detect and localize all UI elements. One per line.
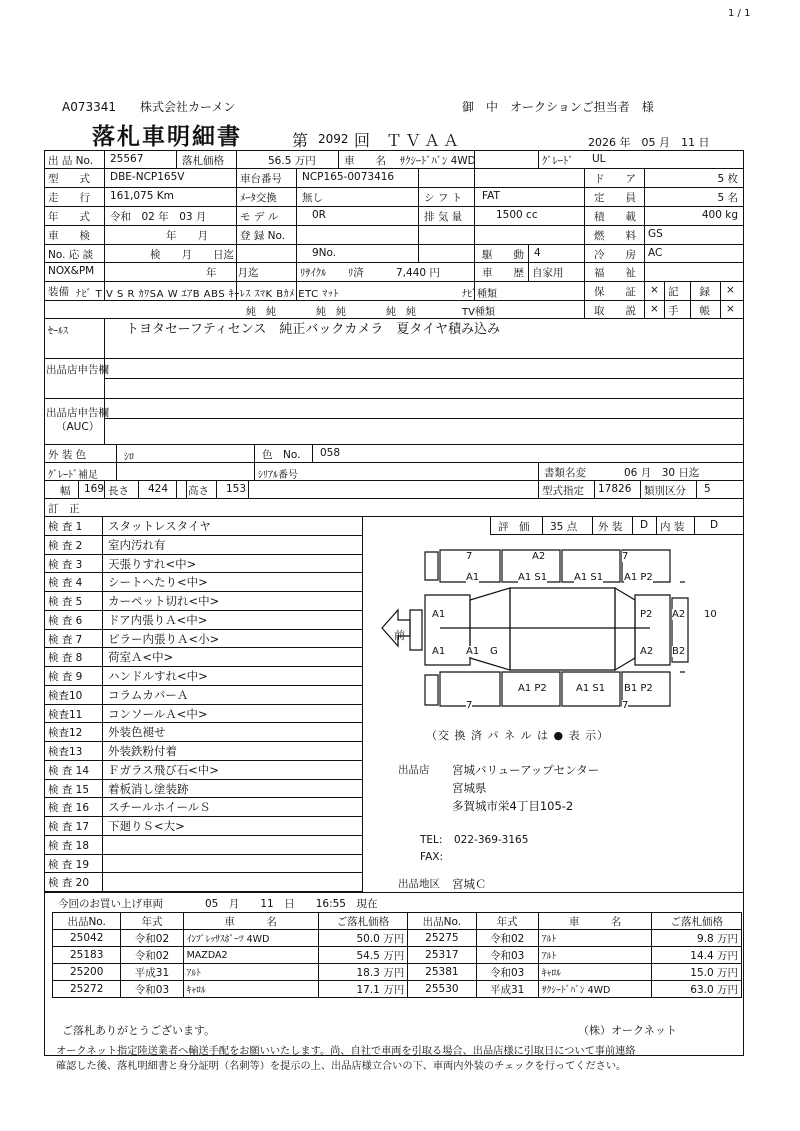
inspection-label: 検 査 6 bbox=[48, 614, 83, 627]
history: 自家用 bbox=[532, 267, 564, 279]
load-label: 積 載 bbox=[594, 211, 636, 223]
inspection-label: 車 検 bbox=[48, 230, 90, 242]
modelyear: 0R bbox=[312, 209, 326, 221]
model-code: DBE-NCP165V bbox=[110, 171, 185, 183]
nox-label: NOX&PM bbox=[48, 265, 95, 277]
history-label: 車 歴 bbox=[482, 267, 524, 279]
purchase-row bbox=[53, 981, 742, 998]
lot-no: 25567 bbox=[110, 153, 144, 165]
diagram-mark: 7 bbox=[622, 551, 629, 562]
inspection-text: ピラー内張りＡ<小> bbox=[108, 631, 220, 646]
purchase-cell: 令和02 bbox=[476, 930, 538, 947]
inspection-row-divider bbox=[44, 760, 362, 761]
purchase-cell: 63.0 万円 bbox=[652, 981, 742, 998]
purchase-cell: 25272 bbox=[53, 981, 121, 998]
type-spec: 17826 bbox=[598, 483, 632, 495]
purchase-cell: 25530 bbox=[408, 981, 476, 998]
session-suffix: 回 bbox=[354, 131, 371, 150]
year-label: 年 式 bbox=[48, 211, 90, 223]
purchase-cell: 令和02 bbox=[121, 930, 183, 947]
purchase-cell: ｻｸｼｰﾄﾞﾊﾞﾝ 4WD bbox=[538, 981, 652, 998]
session-prefix: 第 bbox=[292, 131, 309, 150]
front-label: 前 bbox=[394, 629, 405, 642]
color-no-label: 色 No. bbox=[262, 449, 301, 461]
manual: × bbox=[650, 303, 659, 315]
inspection-label: 検 査 17 bbox=[48, 821, 90, 833]
purchase-header: 車 名 bbox=[183, 913, 318, 930]
diagram-mark: 10 bbox=[704, 609, 717, 620]
recycle-label: ﾘｻｲｸﾙ bbox=[300, 267, 327, 279]
inspection-text: コラムカバーＡ bbox=[108, 687, 189, 702]
session-number: 2092 bbox=[318, 132, 349, 146]
inspection-label: 検 査 1 bbox=[48, 521, 83, 533]
diagram-mark: A1 S1 bbox=[518, 572, 548, 583]
junsei-row: 純 純 純 純 純 純 bbox=[246, 307, 416, 318]
inspection-text: 天張りすれ<中> bbox=[108, 556, 197, 571]
interior-grade: D bbox=[710, 519, 719, 531]
name-label: 車 名 bbox=[344, 155, 386, 167]
report-auc-label: 出品店申告欄 bbox=[46, 407, 109, 419]
score-label: 評 価 bbox=[498, 521, 530, 533]
inspection-text: コンソールＡ<中> bbox=[108, 706, 208, 721]
diagram-mark: A1 bbox=[432, 609, 446, 620]
car-name: ｻｸｼｰﾄﾞﾊﾞﾝ 4WD bbox=[400, 155, 476, 167]
purchase-cell: ｲﾝﾌﾟﾚｯｻｽﾎﾟｰﾂ 4WD bbox=[183, 930, 318, 947]
seller-shop-label: 出品店 bbox=[398, 764, 430, 776]
modelyear-label: モ デ ル bbox=[240, 211, 279, 223]
report-auc-sub: （AUC） bbox=[56, 421, 100, 433]
diagram-mark: B2 bbox=[672, 646, 686, 657]
year: 令和 02 年 03 月 bbox=[110, 211, 207, 223]
purchase-cell: ｱﾙﾄ bbox=[538, 930, 652, 947]
inspection-label: 検 査 3 bbox=[48, 558, 83, 571]
purchase-cell: 25183 bbox=[53, 947, 121, 964]
correction-label: 訂 正 bbox=[48, 503, 80, 515]
purchase-cell: 令和02 bbox=[121, 947, 183, 964]
seller-area: 宮城Ｃ bbox=[452, 877, 487, 891]
inspection-row-divider bbox=[44, 535, 362, 536]
inspection-row-divider bbox=[44, 629, 362, 630]
inspection-row-divider bbox=[44, 835, 362, 836]
type-spec-label: 型式指定 bbox=[542, 485, 584, 497]
exterior-color: ｼﾛ bbox=[124, 452, 134, 463]
purchase-row bbox=[53, 964, 742, 981]
purchase-header: ご落札価格 bbox=[318, 913, 408, 930]
bid-label: 落札価格 bbox=[182, 155, 224, 167]
inspection-row-divider bbox=[44, 854, 362, 855]
mileage-label: 走 行 bbox=[48, 192, 90, 204]
inspection-row-divider bbox=[44, 685, 362, 686]
load: 400 kg bbox=[701, 209, 738, 221]
inspection-label: 検 査 14 bbox=[48, 764, 90, 777]
class: 5 bbox=[704, 483, 711, 495]
footer-note-2: 確認した後、落札明細書と身分証明（名刺等）を提示の上、出品店様立合いの下、車両内外装のチェックを行ってください。 bbox=[56, 1061, 627, 1072]
inspection-deadline: 検 月 日迄 bbox=[150, 249, 234, 261]
diagram-mark: A1 bbox=[466, 646, 480, 657]
equip-label: 装備 bbox=[48, 286, 69, 298]
inspection-label: 検査12 bbox=[48, 727, 83, 740]
inspection-row-divider bbox=[44, 572, 362, 573]
drive-label: 駆 動 bbox=[482, 249, 524, 261]
inspection-text: スチールホイールＳ bbox=[108, 800, 211, 815]
diagram-mark: A1 bbox=[432, 646, 446, 657]
diagram-mark: B1 P2 bbox=[624, 683, 653, 694]
shift: FAT bbox=[482, 190, 500, 202]
purchase-cell: 54.5 万円 bbox=[318, 947, 408, 964]
sales-text: トヨタセーフティセンス 純正バックカメラ 夏タイヤ積み込み bbox=[126, 322, 501, 337]
purchase-cell: MAZDA2 bbox=[183, 947, 318, 964]
inspection-label: 検査11 bbox=[48, 708, 83, 721]
diagram-mark: A1 P2 bbox=[518, 683, 547, 694]
diagram-mark: A2 bbox=[532, 551, 546, 562]
height-label: 高さ bbox=[188, 485, 209, 497]
exterior-color-label: 外 装 色 bbox=[48, 449, 87, 461]
inspection-row-divider bbox=[44, 779, 362, 780]
purchase-cell: 50.0 万円 bbox=[318, 930, 408, 947]
nox-deadline: 年 月迄 bbox=[206, 267, 259, 279]
seller-tel: 022-369-3165 bbox=[454, 834, 529, 846]
company-id: A073341 株式会社カーメン bbox=[62, 100, 236, 114]
doc-change-label: 書類名変 bbox=[544, 467, 586, 479]
record: × bbox=[726, 284, 735, 296]
chassis-label: 車台番号 bbox=[240, 173, 282, 185]
purchase-cell: 平成31 bbox=[121, 964, 183, 981]
purchase-cell: 9.8 万円 bbox=[652, 930, 742, 947]
diagram-mark: 7 bbox=[622, 700, 629, 711]
shift-label: シ フ ト bbox=[424, 192, 463, 204]
purchase-cell: 平成31 bbox=[476, 981, 538, 998]
purchase-cell: 25200 bbox=[53, 964, 121, 981]
issue-date: 2026 年 05 月 11 日 bbox=[588, 136, 710, 149]
height: 153 bbox=[226, 483, 247, 495]
inspection-text: ドア内張りＡ<中> bbox=[108, 612, 208, 627]
inspection-label: 検 査 16 bbox=[48, 802, 90, 815]
inspection-text: ハンドルすれ<中> bbox=[108, 669, 208, 683]
inspection-label: 検 査 5 bbox=[48, 596, 83, 608]
fuel-label: 燃 料 bbox=[594, 230, 636, 242]
diagram-mark: P2 bbox=[640, 609, 653, 620]
inspection-label: 検 査 2 bbox=[48, 539, 83, 552]
inspection-expiry: 年 月 bbox=[166, 230, 208, 242]
purchase-cell: ｱﾙﾄ bbox=[538, 947, 652, 964]
purchase-header: 年式 bbox=[476, 913, 538, 930]
purchase-cell: 17.1 万円 bbox=[318, 981, 408, 998]
purchase-cell: ｱﾙﾄ bbox=[183, 964, 318, 981]
recycle-status: ﾘ済 bbox=[348, 267, 364, 279]
inspection-label: 検 査 4 bbox=[48, 577, 83, 590]
welfare-label: 福 祉 bbox=[594, 267, 636, 279]
displacement-label: 排 気 量 bbox=[424, 211, 463, 223]
purchase-cell: 25275 bbox=[408, 930, 476, 947]
book: × bbox=[726, 303, 735, 315]
purchase-header: 年式 bbox=[121, 913, 183, 930]
purchase-cell: 18.3 万円 bbox=[318, 964, 408, 981]
response-9no: 9No. bbox=[312, 247, 337, 259]
inspection-text: カーペット切れ<中> bbox=[108, 594, 220, 608]
footer-note-1: オークネット指定陸送業者へ輸送手配をお願いいたします。尚、自社で車両を引取る場合、出品店様に引取日について事前連絡 bbox=[56, 1046, 636, 1057]
diagram-mark: 7 bbox=[466, 700, 473, 711]
inspection-row-divider bbox=[44, 797, 362, 798]
manual-label: 取 説 bbox=[594, 305, 636, 317]
inspection-row-divider bbox=[44, 816, 362, 817]
inspection-row-divider bbox=[44, 554, 362, 555]
model-label: 型 式 bbox=[48, 173, 90, 185]
purchase-header: ご落札価格 bbox=[652, 913, 742, 930]
purchase-cell: 25381 bbox=[408, 964, 476, 981]
report-label: 出品店申告欄 bbox=[46, 364, 109, 376]
inspection-text: 室内汚れ有 bbox=[108, 537, 166, 552]
book-label: 手 帳 bbox=[668, 305, 710, 317]
class-label: 類別区分 bbox=[644, 485, 686, 497]
purchase-cell: ｷｬﾛﾙ bbox=[538, 964, 652, 981]
purchase-cell: 令和03 bbox=[476, 964, 538, 981]
doc-change: 06 月 30 日迄 bbox=[624, 467, 700, 479]
inspection-label: 検査10 bbox=[48, 689, 83, 702]
length: 424 bbox=[148, 483, 169, 495]
exterior-grade-label: 外 装 bbox=[598, 521, 623, 533]
door-label: ド ア bbox=[594, 173, 636, 185]
fuel: GS bbox=[648, 228, 663, 240]
purchase-header: 出品No. bbox=[53, 913, 121, 930]
inspection-text: 下廻りＳ<大> bbox=[108, 819, 185, 833]
purchase-cell: 25042 bbox=[53, 930, 121, 947]
inspection-row-divider bbox=[44, 741, 362, 742]
inspection-label: 検 査 8 bbox=[48, 652, 83, 665]
door-count: 5 枚 bbox=[717, 173, 738, 185]
capacity-label: 定 員 bbox=[594, 192, 636, 204]
diagram-mark: A2 bbox=[672, 609, 686, 620]
purchase-cell: 14.4 万円 bbox=[652, 947, 742, 964]
diagram-mark: 7 bbox=[466, 551, 473, 562]
purchase-cell: 25317 bbox=[408, 947, 476, 964]
inspection-row-divider bbox=[44, 704, 362, 705]
inspection-row-divider bbox=[44, 610, 362, 611]
record-label: 記 録 bbox=[668, 286, 710, 298]
diagram-legend: （交 換 済 パ ネ ル は ● 表 示） bbox=[426, 729, 610, 742]
diagram-mark: A1 bbox=[466, 572, 480, 583]
seller-tel-label: TEL: bbox=[420, 834, 443, 846]
purchase-row bbox=[53, 947, 742, 964]
inspection-row-divider bbox=[44, 591, 362, 592]
interior-grade-label: 内 装 bbox=[660, 521, 685, 533]
diagram-mark: A1 S1 bbox=[576, 683, 606, 694]
inspection-row-divider bbox=[44, 722, 362, 723]
purchase-cell: 15.0 万円 bbox=[652, 964, 742, 981]
inspection-label: 検 査 19 bbox=[48, 858, 90, 871]
diagram-mark: A1 S1 bbox=[574, 572, 604, 583]
drive: 4 bbox=[534, 247, 541, 259]
purchase-header: 車 名 bbox=[538, 913, 652, 930]
inspection-row-divider bbox=[44, 647, 362, 648]
seller-shop: 宮城バリューアップセンター bbox=[452, 763, 600, 777]
inspection-label: 検 査 7 bbox=[48, 633, 83, 646]
auction-company: （株）オークネット bbox=[578, 1024, 677, 1037]
inspection-text: Ｆガラス飛び石<中> bbox=[108, 762, 219, 777]
diagram-mark: A2 bbox=[640, 646, 654, 657]
inspection-text: 外装鉄粉付着 bbox=[108, 744, 177, 758]
score: 35 点 bbox=[550, 521, 578, 533]
diagram-mark: G bbox=[490, 646, 498, 657]
equip-items: ﾅﾋﾞ T V S R ｶﾜSA W ｴｱB ABS ｷｰﾚｽ ｽﾏK Bｶﾒ ETC ﾏｯﾄ bbox=[76, 289, 339, 300]
recycle-fee: 7,440 円 bbox=[396, 267, 440, 279]
meter-label: ﾒｰﾀ交換 bbox=[240, 192, 277, 204]
mileage: 161,075 Km bbox=[110, 190, 174, 202]
tv-type-label: TV種類 bbox=[462, 307, 495, 318]
serial-label: ｼﾘｱﾙ番号 bbox=[258, 470, 298, 481]
chassis-number: NCP165-0073416 bbox=[302, 171, 395, 183]
page-title: 落札車明細書 bbox=[92, 124, 242, 150]
color-no: 058 bbox=[320, 447, 341, 459]
seller-fax-label: FAX: bbox=[420, 851, 443, 863]
warranty-label: 保 証 bbox=[594, 286, 636, 298]
seller-address: 多賀城市栄4丁目105-2 bbox=[452, 799, 574, 813]
registration-label: 登 録 No. bbox=[240, 230, 286, 242]
width-label: 幅 bbox=[60, 485, 71, 497]
recipient: 御 中 オークションご担当者 様 bbox=[462, 100, 654, 114]
page-number: 1 / 1 bbox=[728, 8, 751, 19]
purchase-header: 出品No. bbox=[408, 913, 476, 930]
sales-label: ｾｰﾙｽ bbox=[48, 326, 68, 337]
purchase-cell: ｷｬﾛﾙ bbox=[183, 981, 318, 998]
inspection-row-divider bbox=[44, 872, 362, 873]
ac: AC bbox=[648, 247, 663, 259]
venue: ＴＶＡＡ bbox=[386, 131, 463, 150]
lot-no-label: 出 品 No. bbox=[48, 155, 94, 167]
inspection-text: スタットレスタイヤ bbox=[108, 519, 211, 533]
warranty: × bbox=[650, 284, 659, 296]
inspection-text: シートへたり<中> bbox=[108, 575, 208, 590]
inspection-text: 外装色褪せ bbox=[108, 725, 166, 740]
seller-pref: 宮城県 bbox=[452, 781, 487, 795]
diagram-mark: A1 P2 bbox=[624, 572, 653, 583]
grade-sup-label: ｸﾞﾚｰﾄﾞ補足 bbox=[48, 470, 98, 481]
grade-label: ｸﾞﾚｰﾄﾞ bbox=[542, 155, 574, 167]
inspection-label: 検 査 15 bbox=[48, 783, 90, 796]
car-damage-diagram bbox=[380, 540, 720, 720]
bid-price: 56.5 万円 bbox=[268, 155, 316, 167]
purchase-cell: 令和03 bbox=[121, 981, 183, 998]
inspection-row-divider bbox=[44, 666, 362, 667]
meter-exchange: 無し bbox=[302, 192, 323, 204]
displacement: 1500 cc bbox=[496, 209, 538, 221]
ac-label: 冷 房 bbox=[594, 249, 636, 261]
purchase-row bbox=[53, 930, 742, 947]
purchase-cell: 令和03 bbox=[476, 947, 538, 964]
purchase-summary: 今回のお買い上げ車両 05 月 11 日 16:55 現在 bbox=[58, 898, 378, 910]
length-label: 長さ bbox=[108, 485, 129, 497]
inspection-label: 検 査 18 bbox=[48, 839, 90, 852]
navi-type-label: ﾅﾋﾞ種類 bbox=[462, 289, 497, 300]
inspection-text: 荷室Ａ<中> bbox=[108, 650, 174, 665]
width: 169 bbox=[84, 483, 105, 495]
exterior-grade: D bbox=[640, 519, 649, 531]
inspection-text: 着板消し塗装跡 bbox=[108, 781, 189, 796]
grade: UL bbox=[592, 153, 606, 165]
inspection-label: 検査13 bbox=[48, 746, 83, 758]
response-label: No. 応 談 bbox=[48, 249, 94, 261]
inspection-label: 検 査 9 bbox=[48, 671, 83, 683]
purchases-table bbox=[52, 912, 742, 998]
seller-area-label: 出品地区 bbox=[398, 878, 440, 890]
inspection-label: 検 査 20 bbox=[48, 877, 90, 890]
capacity: 5 名 bbox=[717, 192, 738, 204]
thanks-text: ご落札ありがとうございます。 bbox=[62, 1024, 216, 1037]
